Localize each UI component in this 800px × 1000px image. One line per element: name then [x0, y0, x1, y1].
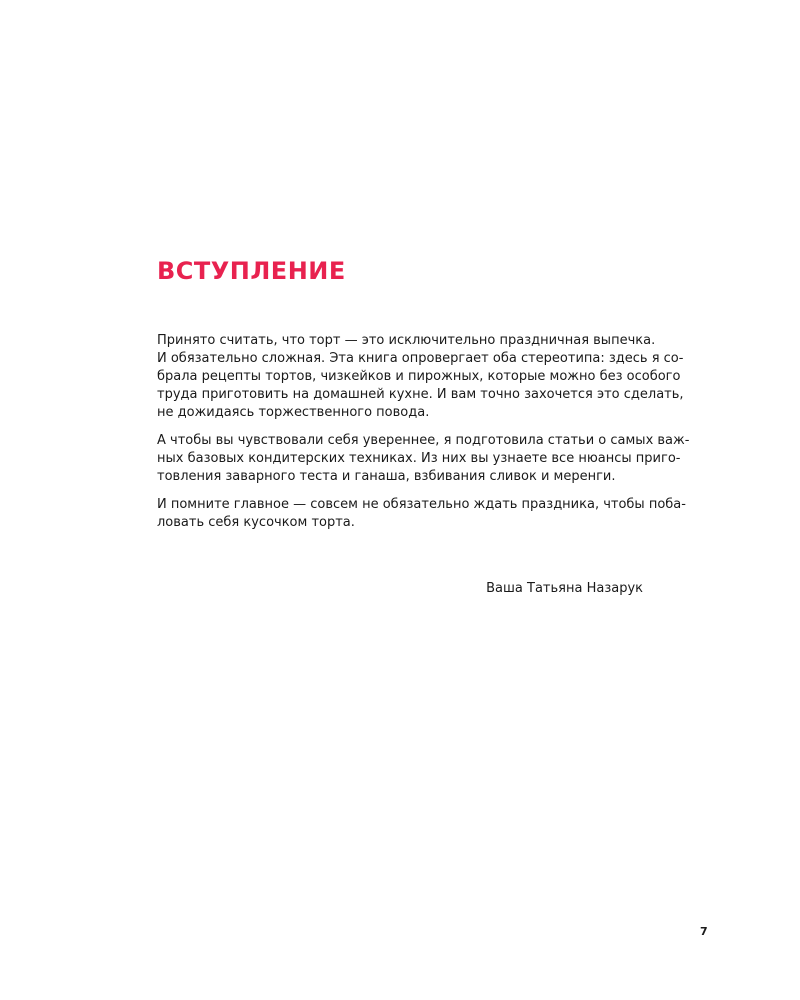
text-line: ловать себя кусочком торта.: [157, 515, 355, 530]
text-line: Принято считать, что торт — это исключительно праздничная выпечка.: [157, 333, 656, 348]
text-line: И помните главное — совсем не обязательно ждать праздника, чтобы поба-: [157, 497, 686, 512]
author-signature: Ваша Татьяна Назарук: [486, 581, 643, 596]
text-line: ных базовых кондитерских техниках. Из них вы узнаете все нюансы приго-: [157, 451, 681, 466]
paragraph-3: [157, 496, 686, 532]
text-line: А чтобы вы чувствовали себя увереннее, я подготовила статьи о самых важ-: [157, 433, 690, 448]
text-line: не дожидаясь торжественного повода.: [157, 405, 430, 420]
text-line: брала рецепты тортов, чизкейков и пирожных, которые можно без особого: [157, 369, 681, 384]
intro-text: [157, 332, 690, 542]
text-line: труда приготовить на домашней кухне. И вам точно захочется это сделать,: [157, 387, 684, 402]
text-line: товления заварного теста и ганаша, взбивания сливок и меренги.: [157, 469, 616, 484]
page-title: ВСТУПЛЕНИЕ: [157, 257, 346, 285]
paragraph-1: [157, 332, 684, 422]
text-line: И обязательно сложная. Эта книга опровергает оба стереотипа: здесь я со-: [157, 351, 684, 366]
page-number: 7: [700, 925, 708, 938]
paragraph-2: [157, 432, 690, 486]
